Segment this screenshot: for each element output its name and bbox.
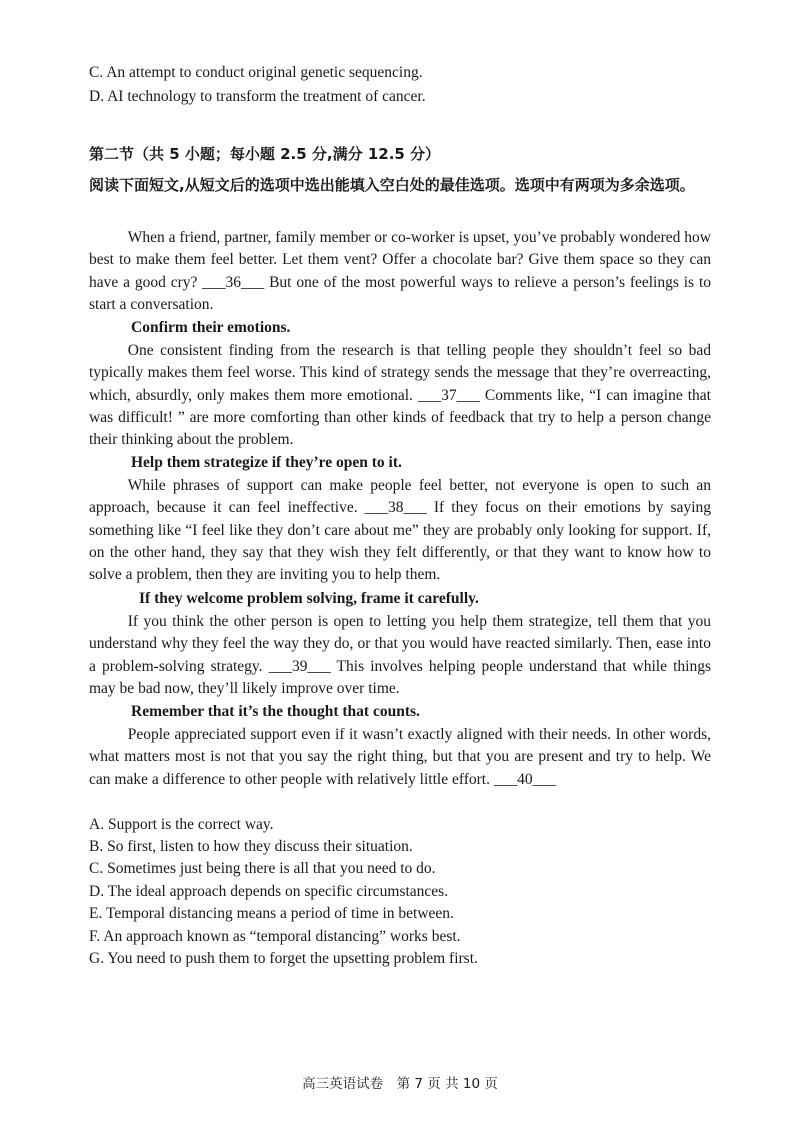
passage-paragraph-2: One consistent finding from the research is that telling people they shouldn’t feel so bad typically makes them feel worse. This kind of strategy sends the message that they’re overreacting, which, absurdly, only makes them more emotional. ___37___ Comments like, “I can imagine that was difficult! ” are more comforting than other kinds of feedback that try to help a person change their thinking about the problem. <box>89 342 711 449</box>
passage-paragraph-4: If you think the other person is open to letting you help them strategize, tell them that you understand why they feel the way they do, or that you would have reacted similarly. Then, ease into a problem-solving strategy. ___39___ This involves helping people understand that while things may be bad now, they’ll likely improve over time. <box>89 613 711 697</box>
page-footer: 高三英语试卷 第 7 页 共 10 页 <box>302 1076 498 1092</box>
heading-confirm-emotions: Confirm their emotions. <box>131 319 291 336</box>
prev-option-d: D. AI technology to transform the treatment of cancer. <box>89 88 426 105</box>
option-a: A. Support is the correct way. <box>89 816 274 833</box>
section-instruction: 阅读下面短文,从短文后的选项中选出能填入空白处的最佳选项。选项中有两项为多余选项。 <box>89 176 695 194</box>
passage-paragraph-5: People appreciated support even if it wasn’t exactly aligned with their needs. In other words, what matters most is not that you say the right thing, but that you are present and try to help. We can make a difference to other people with relatively little effort. ___40___ <box>89 726 711 788</box>
section-title: 第二节（共 5 小题；每小题 2.5 分,满分 12.5 分） <box>89 145 441 163</box>
option-c: C. Sometimes just being there is all that you need to do. <box>89 860 436 877</box>
option-e: E. Temporal distancing means a period of time in between. <box>89 905 454 922</box>
heading-thought-counts: Remember that it’s the thought that counts. <box>131 703 420 720</box>
option-d: D. The ideal approach depends on specific circumstances. <box>89 883 449 900</box>
option-g: G. You need to push them to forget the upsetting problem first. <box>89 950 478 967</box>
option-f: F. An approach known as “temporal distancing” works best. <box>89 928 461 945</box>
option-b: B. So first, listen to how they discuss their situation. <box>89 838 413 855</box>
heading-frame-carefully: If they welcome problem solving, frame it carefully. <box>139 590 479 607</box>
prev-option-c: C. An attempt to conduct original genetic sequencing. <box>89 64 423 81</box>
passage-paragraph-3: While phrases of support can make people feel better, not everyone is open to such an approach, because it can feel ineffective. ___38___ If they focus on their emotions by saying something like “I feel like they don’t care about me” they are probably only looking for support. If, on the other hand, they say that they wish they felt differently, or that they want to know how to solve a problem, then they are inviting you to help them. <box>89 477 711 584</box>
passage-paragraph-1: When a friend, partner, family member or co-worker is upset, you’ve probably wondered how best to make them feel better. Let them vent? Offer a chocolate bar? Give them space so they can have a good cry? ___36___ But one of the most powerful ways to relieve a person’s feelings is to start a conversation. <box>89 229 711 313</box>
heading-help-strategize: Help them strategize if they’re open to it. <box>131 454 402 471</box>
